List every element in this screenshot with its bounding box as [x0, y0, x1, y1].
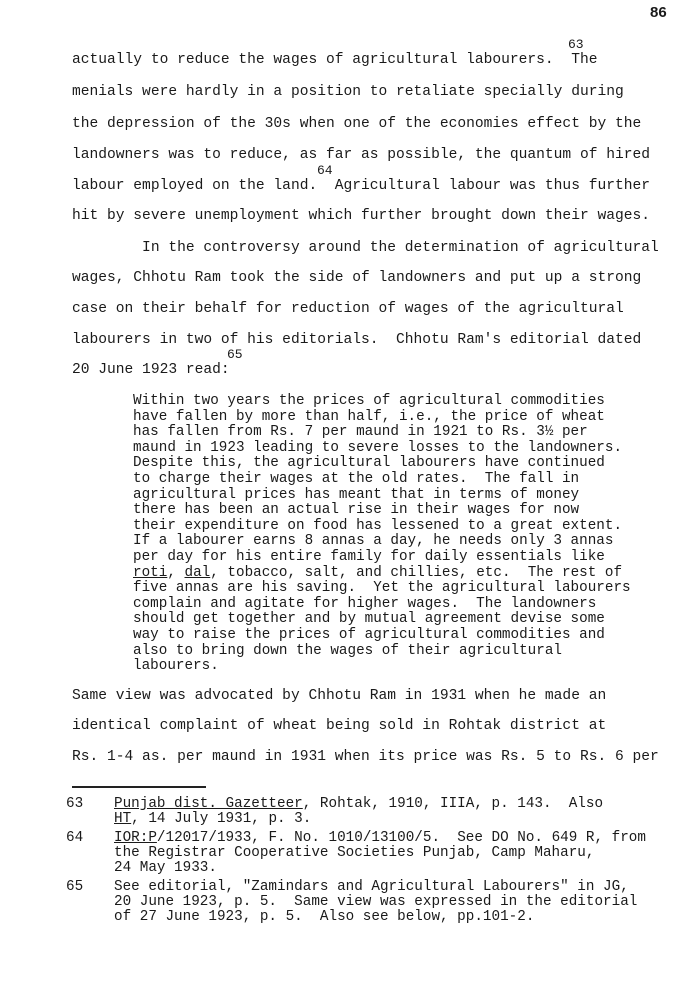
body-line: case on their behalf for reduction of wages of the agricultural [72, 301, 624, 317]
footnote-line: Punjab dist. Gazetteer, Rohtak, 1910, IIIA, p. 143. Also [114, 796, 604, 812]
page-number: 86 [650, 4, 667, 21]
body-line: labour employed on the land. Agricultural labour was thus further [72, 178, 651, 194]
body-line: hit by severe unemployment which further brought down their wages. [72, 208, 651, 224]
footnote-line: the Registrar Cooperative Societies Punjab, Camp Maharu, [114, 845, 595, 861]
footnote-ref: 64 [317, 163, 333, 178]
quote-line: If a labourer earns 8 annas a day, he needs only 3 annas [133, 533, 614, 550]
body-line: wages, Chhotu Ram took the side of landowners and put up a strong [72, 270, 642, 286]
footnote-ref: 65 [227, 347, 243, 362]
footnote-line: 20 June 1923, p. 5. Same view was expressed in the editorial [114, 894, 638, 910]
footnote-rule [72, 786, 206, 788]
quote-line: Within two years the prices of agricultural commodities [133, 393, 605, 409]
body-line: landowners was to reduce, as far as possible, the quantum of hired [72, 147, 651, 163]
quote-line: roti, dal, tobacco, salt, and chillies, etc. The rest of [133, 564, 623, 581]
quote-line: their expenditure on food has lessened to a great extent. [133, 517, 623, 534]
footnote-line: IOR:P/12017/1933, F. No. 1010/13100/5. See DO No. 649 R, from [114, 830, 646, 846]
footnote-line: See editorial, "Zamindars and Agricultural Labourers" in JG, [114, 879, 629, 895]
footnote-number: 63 [66, 796, 84, 812]
body-line: menials were hardly in a position to retaliate specially during [72, 84, 624, 100]
quote-line: labourers. [133, 658, 219, 675]
quote-line: has fallen from Rs. 7 per maund in 1921 to Rs. 3½ per [133, 424, 588, 441]
footnote-line: 24 May 1933. [114, 860, 217, 876]
body-line: labourers in two of his editorials. Chhotu Ram's editorial dated [72, 332, 642, 348]
quote-line: also to bring down the wages of their agricultural [133, 642, 562, 659]
body-line: 20 June 1923 read: [72, 362, 230, 378]
italic-term: roti [133, 564, 168, 581]
body-line: Same view was advocated by Chhotu Ram in 1931 when he made an [72, 688, 607, 704]
quote-line: maund in 1923 leading to severe losses to the landowners. [133, 439, 623, 456]
quote-line: Despite this, the agricultural labourers have continued [133, 455, 605, 472]
footnote-line: HT, 14 July 1931, p. 3. [114, 811, 312, 827]
body-line: identical complaint of wheat being sold in Rohtak district at [72, 718, 607, 734]
footnote-line: of 27 June 1923, p. 5. Also see below, pp.101-2. [114, 909, 535, 925]
quote-line: should get together and by mutual agreement devise some [133, 611, 605, 628]
quote-line: agricultural prices has meant that in terms of money [133, 486, 580, 503]
quote-line: five annas are his saving. Yet the agricultural labourers [133, 580, 631, 597]
body-line: the depression of the 30s when one of the economies effect by the [72, 116, 642, 132]
footnote-number: 64 [66, 830, 84, 846]
italic-term: dal [184, 564, 211, 581]
quote-line: way to raise the prices of agricultural commodities and [133, 627, 605, 643]
quote-line: per day for his entire family for daily essentials like [133, 549, 605, 565]
footnote-ref: 63 [568, 37, 584, 52]
quote-line: complain and agitate for higher wages. The landowners [133, 595, 597, 612]
quote-line: to charge their wages at the old rates. The fall in [133, 471, 580, 487]
footnote-number: 65 [66, 879, 84, 895]
body-line: Rs. 1-4 as. per maund in 1931 when its price was Rs. 5 to Rs. 6 per [72, 749, 659, 765]
body-line: actually to reduce the wages of agricultural labourers. The [72, 52, 598, 68]
body-line: In the controversy around the determination of agricultural [72, 240, 659, 256]
quote-line: there has been an actual rise in their wages for now [133, 502, 580, 519]
quote-line: have fallen by more than half, i.e., the price of wheat [133, 408, 605, 425]
